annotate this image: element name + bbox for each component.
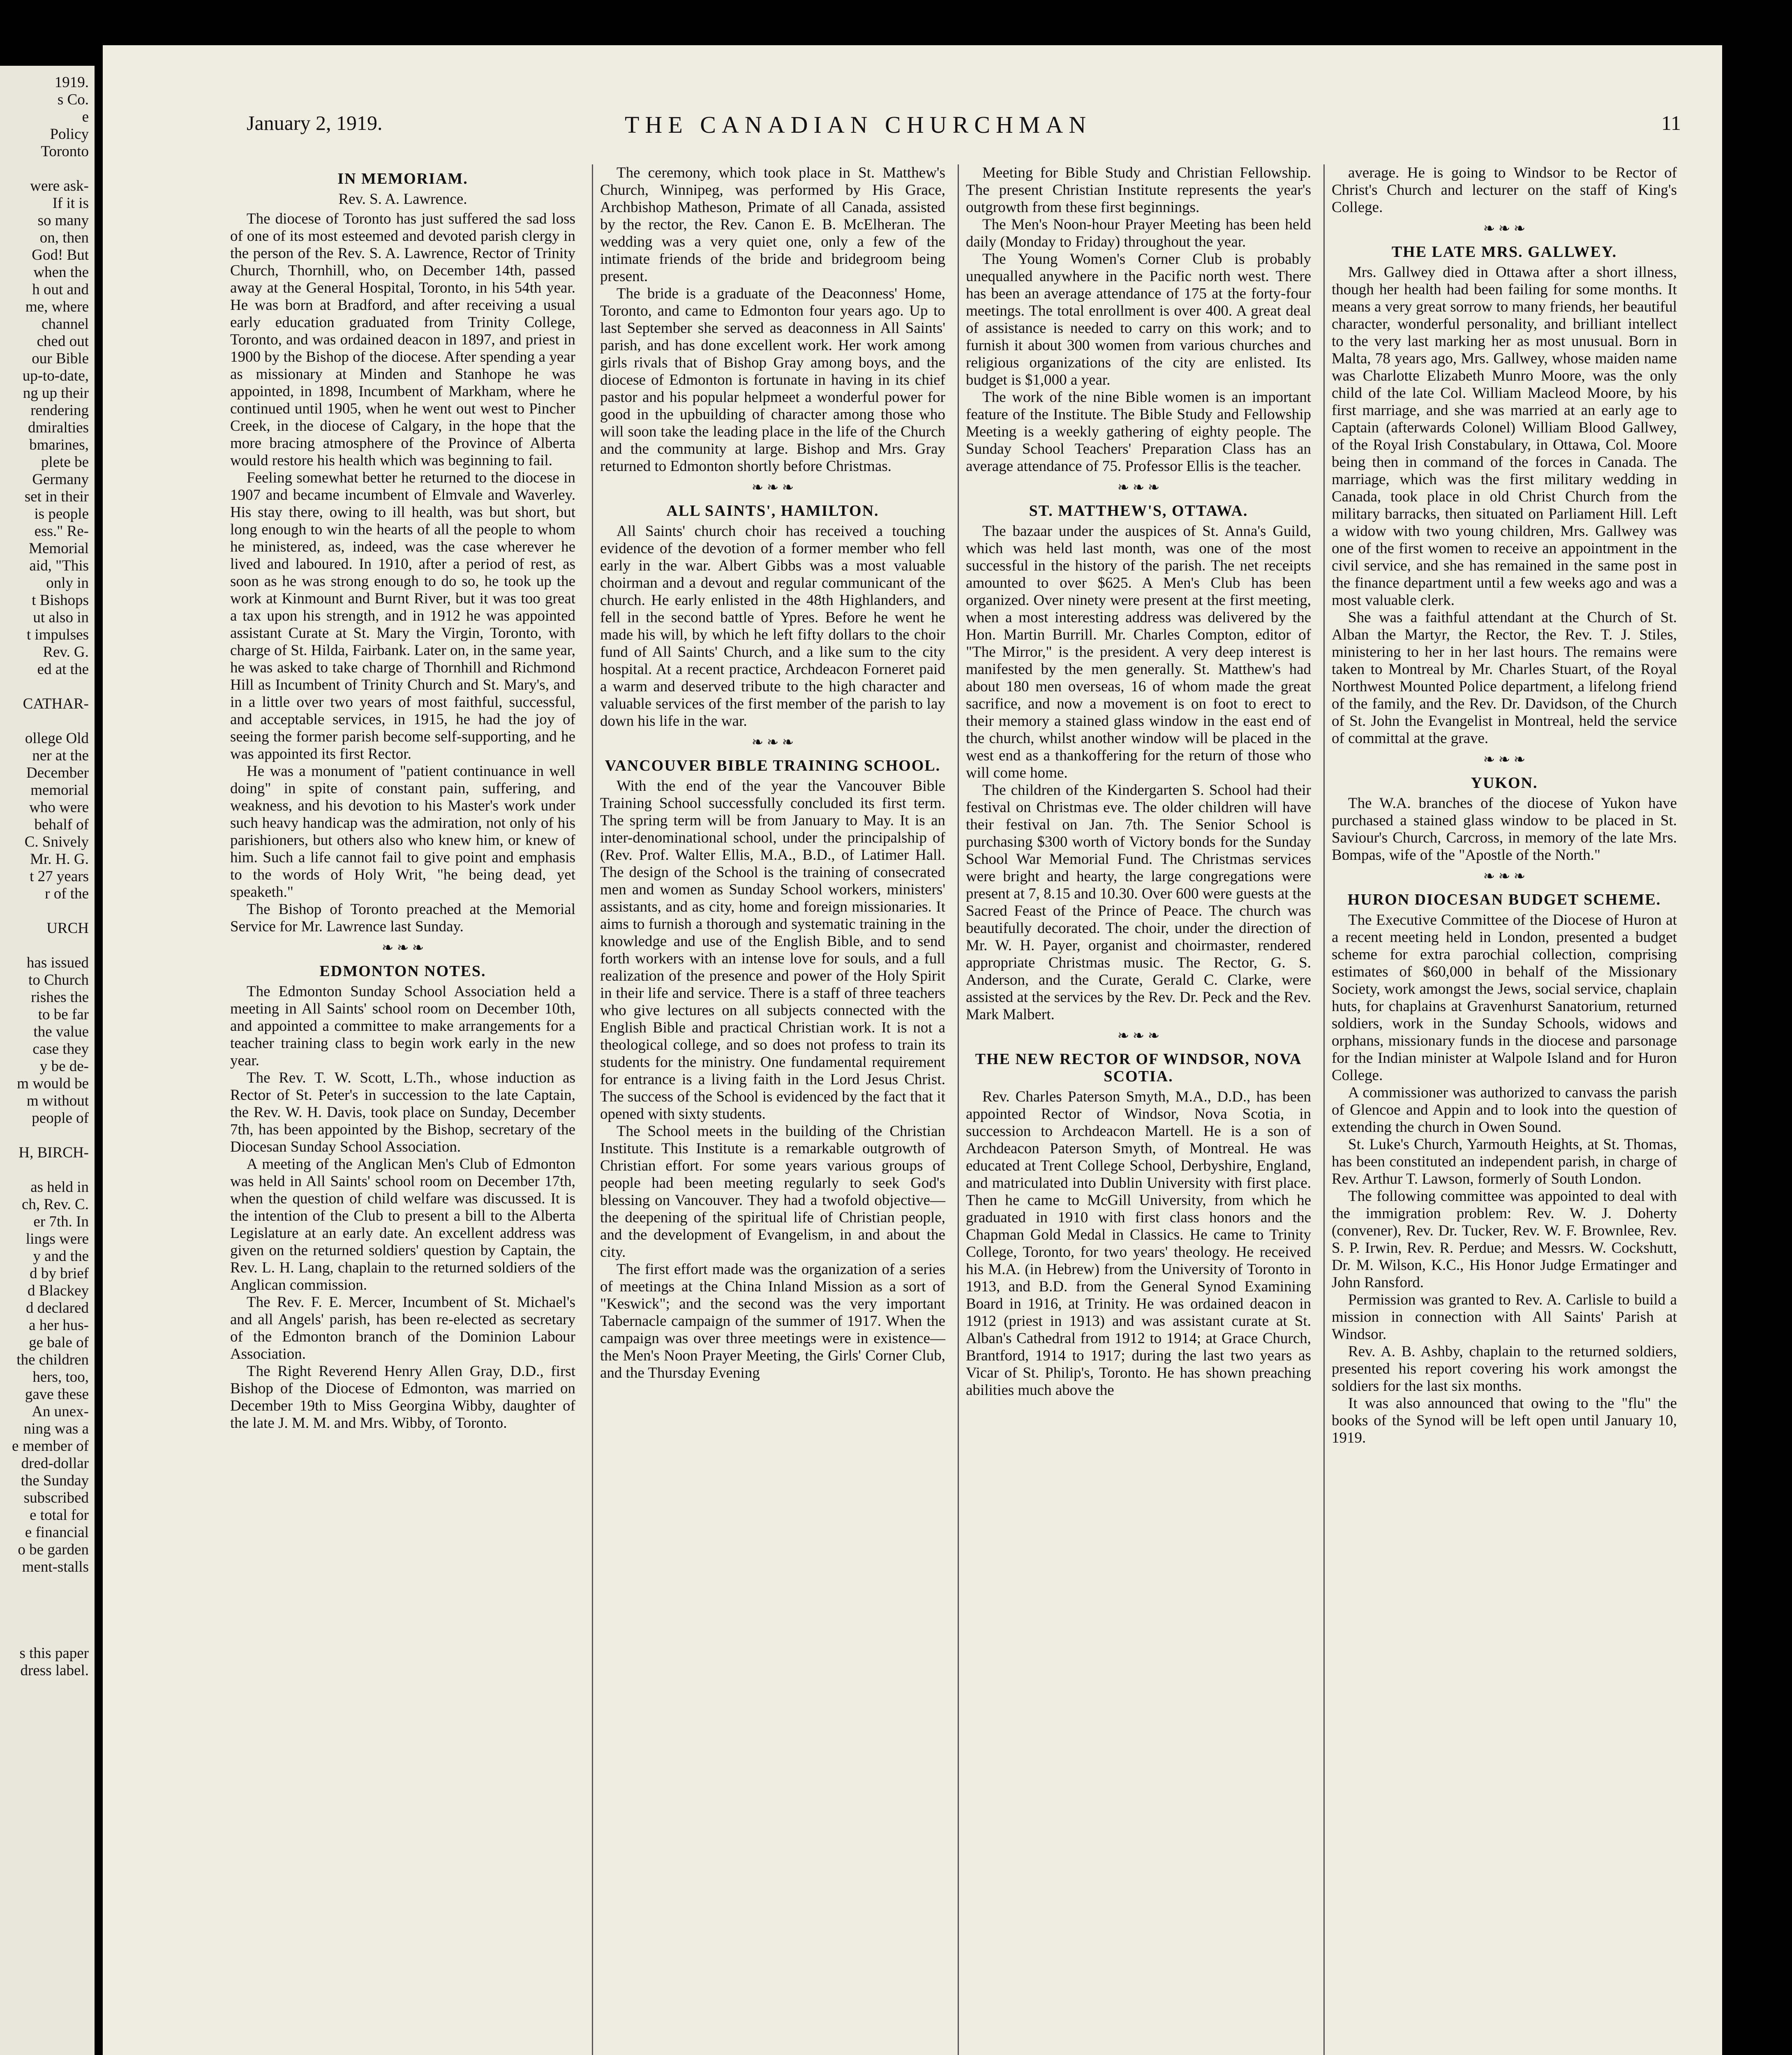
- left-fragment-line: [2, 713, 89, 730]
- paragraph: The work of the nine Bible women is an important feature of the Institute. The Bible Study and Fellowship Meeting is a weekly gathering of eighty people. The Sunday School Teachers' Preparation Class has an average attendance of 75. Professor Ellis is the teacher.: [966, 389, 1311, 475]
- left-fragment-line: is people: [34, 506, 89, 522]
- left-fragment-line: [2, 1576, 89, 1593]
- left-fragment-line: case they: [32, 1041, 89, 1058]
- section-ornament: ❧ ❧ ❧: [1117, 480, 1160, 495]
- left-fragment-line: ment-stalls: [22, 1559, 89, 1575]
- left-fragment-line: dress label.: [20, 1662, 89, 1679]
- left-fragment-line: Memorial: [29, 540, 89, 557]
- left-fragment-line: y be de-: [39, 1058, 89, 1075]
- paragraph: The ceremony, which took place in St. Matthew's Church, Winnipeg, was performed by His Grace, Archbishop Matheson, Primate of all Canada, assisted by the rector, the Rev. Canon E. B. McElheran. The wedding was a very quiet one, only a few of the intimate friends of the bride and bridegroom being present.: [600, 164, 945, 285]
- left-fragment-line: e total for: [30, 1507, 89, 1524]
- left-fragment-line: people of: [32, 1110, 89, 1127]
- header-page-number: 11: [1661, 111, 1681, 134]
- column-2: [600, 164, 945, 1382]
- header-date: January 2, 1919.: [247, 111, 383, 134]
- left-fragment-line: Policy: [50, 126, 89, 143]
- paragraph: The following committee was appointed to deal with the immigration problem: Rev. W. J. Doherty (convener), Rev. Dr. Tucker, Rev. W. F. Brownlee, Rev. S. P. Irwin, Rev. R. Perdue; and Messrs. W. Cockshutt, Dr. M. Wilson, K.C., His Honor Judge Ermatinger and John Ransford.: [1332, 1188, 1677, 1291]
- left-fragment-line: If it is: [52, 195, 89, 212]
- paragraph: She was a faithful attendant at the Church of St. Alban the Martyr, the Rector, the Rev. T. J. Stiles, ministering to her in her last hours. The remains were taken to Montreal by Mr. Charles Stuart, of the Royal Northwest Mounted Police department, a lifelong friend of the family, and the Rev. Dr. Davidson, of the Church of St. John the Evangelist in Montreal, held the service of committal at the grave.: [1332, 609, 1677, 747]
- left-fragment-line: rishes the: [31, 989, 89, 1006]
- left-fragment-line: dmiralties: [28, 419, 89, 436]
- left-fragment-line: when the: [33, 264, 89, 281]
- headline-st-matthews-ottawa: ST. MATTHEW'S, OTTAWA.: [1029, 502, 1248, 520]
- left-fragment-line: ng up their: [23, 385, 89, 402]
- left-fragment-line: plete be: [41, 454, 89, 471]
- left-fragment-line: as held in: [30, 1179, 89, 1196]
- left-fragment-line: Toronto: [41, 143, 89, 160]
- left-fragment-line: gave these: [25, 1386, 89, 1403]
- left-fragment-line: aid, "This: [29, 557, 89, 574]
- left-fragment-line: An unex-: [32, 1403, 89, 1420]
- section-ornament: ❧ ❧ ❧: [1117, 1028, 1160, 1044]
- paragraph: The Young Women's Corner Club is probably unequalled anywhere in the Pacific north west. There has been an average attendance of 175 at the forty-four meetings. The total enrollment is over 400. A great deal of assistance is needed to carry on this work; and to furnish it about 300 women from various churches and religious organizations of the city are enlisted. Its budget is $1,000 a year.: [966, 251, 1311, 388]
- left-fragment-line: channel: [41, 316, 89, 332]
- paragraph: It was also announced that owing to the "flu" the books of the Synod will be left open until January 10, 1919.: [1332, 1395, 1677, 1446]
- page-header: [103, 111, 1722, 156]
- left-fragment-line: [2, 903, 89, 920]
- section-ornament: ❧ ❧ ❧: [751, 735, 794, 750]
- left-fragment-line: the Sunday: [21, 1472, 89, 1489]
- left-fragment-line: set in their: [24, 488, 89, 505]
- left-fragment-line: a her hus-: [29, 1317, 89, 1334]
- left-fragment-line: URCH: [46, 920, 89, 937]
- left-fragment-line: [2, 1628, 89, 1645]
- paragraph: Rev. Charles Paterson Smyth, M.A., D.D., has been appointed Rector of Windsor, Nova Scotia, in succession to Archdeacon Martell. He is a son of Archdeacon Paterson Smyth, of Montreal. He was educated at Trent College School, Derbyshire, England, and matriculated into Dublin University with first place. Then he came to McGill University, from which he graduated in 1910 with first class honors and the Chapman Gold Medal in Classics. He came to Trinity College, Toronto, for two years' theology. He received his M.A. (in Hebrew) from the University of Toronto in 1913, and B.D. from the General Synod Examining Board in 1916, at Trinity. He was ordained deacon in 1912 (priest in 1913) and was assistant curate at St. Alban's Cathedral from 1912 to 1914; at Grace Church, Brantford, 1914 to 1917; during the last two years as Vicar of St. Philip's, Toronto. He has shown preaching abilities much above the: [966, 1088, 1311, 1399]
- left-fragment-line: to be far: [38, 1006, 89, 1023]
- left-fragment-line: Germany: [32, 471, 89, 488]
- column-rule: [592, 164, 593, 2055]
- left-fragment-line: bmarines,: [29, 436, 89, 453]
- paragraph: The W.A. branches of the diocese of Yukon have purchased a stained glass window to be placed in St. Saviour's Church, Carcross, in memory of the late Mrs. Bompas, wife of the "Apostle of the North.": [1332, 795, 1677, 864]
- left-fragment-line: e: [82, 109, 89, 125]
- left-fragment-line: y and the: [33, 1248, 89, 1265]
- left-fragment-line: dred-dollar: [21, 1455, 89, 1472]
- left-fragment-lines: [2, 74, 89, 1679]
- left-fragment-line: has issued: [26, 954, 89, 971]
- left-fragment-line: CATHAR-: [23, 695, 89, 712]
- paragraph: A meeting of the Anglican Men's Club of Edmonton was held in All Saints' school room on December 17th, when the question of child welfare was discussed. It is the intention of the Club to present a bill to the Alberta Legislature at an early date. An excellent address was given on the returned soldiers' question by Captain, the Rev. L. H. Lang, chaplain to the returned soldiers of the Anglican commission.: [230, 1156, 575, 1293]
- newspaper-page: [103, 45, 1722, 2055]
- left-fragment-line: e financial: [25, 1524, 89, 1541]
- header-title: THE CANADIAN CHURCHMAN: [625, 111, 1092, 138]
- paragraph: The bazaar under the auspices of St. Anna's Guild, which was held last month, was one of the most successful in the history of the parish. The net receipts amounted to over $625. A Men's Club has been organized. Over ninety were present at the first meeting, when a most interesting address was delivered by the Hon. Martin Burrill. Mr. Charles Compton, editor of "The Mirror," is the president. A very deep interest is manifested by the men generally. St. Matthew's had about 180 men overseas, 16 of whom made the great sacrifice, and now a movement is on foot to erect to their memory a stained glass window in the east end of the church, whilst another window will be placed in the west end as a thankoffering for the return of those who will come home.: [966, 523, 1311, 781]
- left-fragment-line: subscribed: [23, 1489, 89, 1506]
- column-rule: [1323, 164, 1325, 2055]
- headline-edmonton-notes: EDMONTON NOTES.: [319, 963, 486, 980]
- left-fragment-line: t Bishops: [32, 592, 89, 609]
- left-fragment-line: the children: [16, 1351, 89, 1368]
- left-fragment-line: were ask-: [30, 178, 89, 194]
- left-fragment-line: m without: [26, 1092, 89, 1109]
- left-fragment-line: behalf of: [34, 816, 89, 833]
- column-rule: [958, 164, 959, 2055]
- left-fragment-line: d declared: [25, 1300, 89, 1316]
- paragraph: The Rev. F. E. Mercer, Incumbent of St. Michael's and all Angels' parish, has been re-elected as secretary of the Edmonton branch of the Dominion Labour Association.: [230, 1294, 575, 1362]
- headline-yukon: YUKON.: [1471, 774, 1538, 792]
- left-fragment-line: ollege Old: [25, 730, 89, 747]
- left-fragment-line: ge bale of: [29, 1334, 89, 1351]
- left-fragment-line: lings were: [25, 1231, 89, 1247]
- section-ornament: ❧ ❧ ❧: [751, 480, 794, 495]
- paragraph: The diocese of Toronto has just suffered the sad loss of one of its most esteemed and devoted parish clergy in the person of the Rev. S. A. Lawrence, Rector of Trinity Church, Thornhill, who, on December 14th, passed away at the General Hospital, Toronto, in his 54th year. He was born at Bradford, and after receiving a usual early education graduated from Trinity College, Toronto, and was ordained deacon in 1897, and priest in 1900 by the Bishop of the diocese. After spending a year as missionary at Minden and Stanhope he was appointed, in 1898, Incumbent of Markham, where he continued until 1905, when he went out west to Pincher Creek, in the diocese of Calgary, in the hope that the more bracing atmosphere of the Province of Alberta would restore his health which was beginning to fail.: [230, 210, 575, 469]
- left-fragment-line: r of the: [45, 885, 89, 902]
- left-fragment-line: so many: [37, 212, 89, 229]
- headline-all-saints-hamilton: ALL SAINTS', HAMILTON.: [666, 502, 879, 520]
- paragraph: The Executive Committee of the Diocese of Huron at a recent meeting held in London, presented a budget scheme for extra parochial collection, comprising estimates of $60,000 in behalf of the Missionary Society, work amongst the Jews, social service, chaplain huts, for chaplains at Gravenhurst Sanatorium, returned soldiers, work in the Sunday Schools, widows and orphans, missionary funds in the diocese and parsonage for the Indian minister at Walpole Island and for Huron College.: [1332, 912, 1677, 1084]
- column-4: [1332, 164, 1677, 1447]
- left-fragment-line: hers, too,: [32, 1369, 89, 1385]
- left-fragment-line: C. Snively: [24, 834, 89, 850]
- paragraph: The Men's Noon-hour Prayer Meeting has been held daily (Monday to Friday) throughout the year.: [966, 216, 1311, 250]
- left-fragment-line: ed at the: [37, 661, 89, 678]
- paragraph: Mrs. Gallwey died in Ottawa after a short illness, though her health had been failing for some months. It means a very great sorrow to many friends, her beautiful character, wonderful personality, and brilliant intellect to the very last marking her as most unusual. Born in Malta, 78 years ago, Mrs. Gallwey, whose maiden name was Charlotte Elizabeth Munro Moore, was the only child of the late Col. William Macleod Moore, by his first marriage, and she was married at an early age to Captain (afterwards Colonel) William Blood Gallwey, of the Royal Irish Constabulary, in Ottawa, Col. Moore being then in command of the forces in Canada. The marriage, which was the first military wedding in Canada, took place in old Christ Church from the military barracks, then situated on Parliament Hill. Left a widow with two young children, Mrs. Gallwey was one of the first women to receive an appointment in the civil service, and she has remained in the same post in the finance department until a few weeks ago and was a most valuable clerk.: [1332, 264, 1677, 609]
- left-fragment-line: m would be: [17, 1075, 89, 1092]
- headline-in-memoriam: IN MEMORIAM.: [337, 170, 468, 187]
- left-fragment-line: o be garden: [18, 1541, 89, 1558]
- paragraph: St. Luke's Church, Yarmouth Heights, at St. Thomas, has been constituted an independent parish, in charge of Rev. Arthur T. Lawson, formerly of South London.: [1332, 1136, 1677, 1187]
- headline-new-rector-windsor: THE NEW RECTOR OF WINDSOR, NOVA SCOTIA.: [975, 1051, 1302, 1085]
- left-fragment-line: ch, Rev. C.: [21, 1196, 89, 1213]
- left-fragment-line: our Bible: [32, 350, 89, 367]
- headline-late-mrs-gallwey: THE LATE MRS. GALLWEY.: [1391, 243, 1617, 261]
- left-fragment-line: God! But: [32, 247, 89, 263]
- headline-vancouver-bible-school: VANCOUVER BIBLE TRAINING SCHOOL.: [605, 757, 941, 774]
- left-fragment-line: er 7th. In: [33, 1213, 89, 1230]
- left-fragment-line: rendering: [30, 402, 89, 419]
- paragraph: He was a monument of "patient continuance in well doing" in spite of constant pain, suffering, and weakness, and his devotion to his Master's work under such heavy handicap was the admiration, not only of his parishioners, but others also who knew him, or knew of him. Such a life cannot fail to give point and emphasis to the words of Holy Writ, "he being dead, yet speaketh.": [230, 763, 575, 901]
- paragraph: All Saints' church choir has received a touching evidence of the devotion of a former member who fell early in the war. Albert Gibbs was a most valuable choirman and a devout and regular communicant of the church. He early enlisted in the 48th Highlanders, and fell in the second battle of Ypres. Before he went he made his will, by which he left fifty dollars to the choir fund of All Saints' Church, and a like sum to the city hospital. At a recent practice, Archdeacon Forneret paid a warm and deserved tribute to the high character and valuable services of the first member of the parish to lay down his life in the war.: [600, 523, 945, 730]
- left-fragment-line: December: [26, 764, 89, 781]
- paragraph: The Edmonton Sunday School Association held a meeting in All Saints' school room on December 10th, and appointed a committee to make arrangements for a teacher training class to begin work early in the new year.: [230, 983, 575, 1069]
- section-ornament: ❧ ❧ ❧: [1483, 221, 1526, 236]
- paragraph: The first effort made was the organization of a series of meetings at the China Inland Mission as a sort of "Keswick"; and the second was the very important Tabernacle campaign of the summer of 1917. When the campaign was over three meetings were in existence—the Men's Noon Prayer Meeting, the Girls' Corner Club, and the Thursday Evening: [600, 1261, 945, 1381]
- paragraph: Meeting for Bible Study and Christian Fellowship. The present Christian Institute represents the year's outgrowth from these first beginnings.: [966, 164, 1311, 216]
- left-adjacent-page-fragment: [0, 66, 95, 2055]
- paragraph: Permission was granted to Rev. A. Carlisle to build a mission in connection with All Saints' Parish at Windsor.: [1332, 1291, 1677, 1343]
- paragraph: The Rev. T. W. Scott, L.Th., whose induction as Rector of St. Peter's in succession to the late Captain, the Rev. W. H. Davis, took place on Sunday, December 7th, has been appointed by the Bishop, secretary of the Diocesan Sunday School Association.: [230, 1069, 575, 1155]
- left-fragment-line: s Co.: [57, 91, 89, 108]
- section-ornament: ❧ ❧ ❧: [1483, 752, 1526, 767]
- left-fragment-line: on, then: [39, 229, 89, 246]
- left-fragment-line: e member of: [12, 1438, 89, 1455]
- column-1: [230, 164, 575, 1432]
- left-fragment-line: t 27 years: [30, 868, 89, 885]
- column-3: [966, 164, 1311, 1399]
- left-fragment-line: up-to-date,: [22, 367, 89, 384]
- section-ornament: ❧ ❧ ❧: [1483, 869, 1526, 884]
- left-fragment-line: to Church: [28, 972, 89, 988]
- paragraph: Feeling somewhat better he returned to the diocese in 1907 and became incumbent of Elmvale and Waverley. His stay there, owing to ill health, was but short, but long enough to win the hearts of all the people to whom he ministered, as, indeed, was the case wherever he lived and laboured. In 1910, after a period of rest, as soon as he was strong enough to do so, he took up the work at Kinmount and Burnt River, but it was too great a tax upon his strength, and in 1912 he was appointed assistant Curate at St. Mary the Virgin, Toronto, with charge of St. Hilda, Fairbank. Later on, in the same year, he was asked to take charge of Thornhill and Richmond Hill as Incumbent of Trinity Church and St. Mary's, and in a little over two years of most faithful, successful, and acceptable services, in 1915, he had the joy of seeing the former parish become self-supporting, and he was appointed its first Rector.: [230, 469, 575, 762]
- left-fragment-line: [2, 1610, 89, 1628]
- left-fragment-line: [2, 678, 89, 695]
- left-fragment-line: who were: [29, 799, 89, 816]
- left-fragment-line: [2, 937, 89, 954]
- left-fragment-line: me, where: [25, 298, 89, 315]
- paragraph: The children of the Kindergarten S. School had their festival on Christmas eve. The older children will have their festival on Jan. 7th. The Senior School is purchasing $300 worth of Victory bonds for the Sunday School War Memorial Fund. The Christmas services were bright and hearty, the large congregations were present at 7, 8.15 and 10.30. Over 600 were guests at the Sacred Feast of the Prince of Peace. The church was beautifully decorated. The choir, under the direction of Mr. W. H. Payer, organist and choirmaster, rendered appropriate Christmas music. The Rector, G. S. Anderson, and the Curate, Gerald C. Clarke, were assisted at the services by the Rev. Dr. Peck and the Rev. Mark Malbert.: [966, 782, 1311, 1023]
- left-fragment-line: memorial: [30, 782, 89, 799]
- left-fragment-line: d by brief: [30, 1265, 89, 1282]
- left-fragment-line: ner at the: [32, 747, 89, 764]
- paragraph: The bride is a graduate of the Deaconness' Home, Toronto, and came to Edmonton four years ago. Up to last September she served as deaconness in All Saints' parish, and has done excellent work. Her work among girls rivals that of Bishop Gray among boys, and the diocese of Edmonton is fortunate in having in its chief pastor and his popular helpmeet a wonderful power for good in the upbuilding of character among those who will soon take the leading place in the life of the Church and the community at large. Bishop and Mrs. Gray returned to Edmonton shortly before Christmas.: [600, 285, 945, 475]
- paragraph: A commissioner was authorized to canvass the parish of Glencoe and Appin and to look into the question of extending the church in Owen Sound.: [1332, 1084, 1677, 1136]
- left-fragment-line: the value: [33, 1023, 89, 1040]
- left-fragment-line: Rev. G.: [43, 644, 89, 660]
- paragraph: The Bishop of Toronto preached at the Memorial Service for Mr. Lawrence last Sunday.: [230, 901, 575, 935]
- left-fragment-line: [2, 1593, 89, 1610]
- section-ornament: ❧ ❧ ❧: [381, 940, 424, 956]
- left-fragment-line: [2, 1127, 89, 1144]
- left-fragment-line: [2, 1161, 89, 1179]
- left-fragment-line: h out and: [32, 281, 89, 298]
- left-fragment-line: H, BIRCH-: [18, 1144, 89, 1161]
- paragraph: With the end of the year the Vancouver Bible Training School successfully concluded its first term. The spring term will be from January to May. It is an inter-denominational school, under the principalship of (Rev. Prof. Walter Ellis, M.A., B.D., of Latimer Hall. The design of the School is the training of consecrated men and women as Sunday School workers, ministers' assistants, and as city, home and foreign missionaries. It aims to furnish a thorough and systematic training in the knowledge and use of the English Bible, and to send forth workers with an intense love for souls, and a full realization of the presence and power of the Holy Spirit in their life and service. There is a staff of three teachers who give lectures on all subjects connected with the English Bible and practical Christian work. It is not a theological college, and so does not profess to train its students for the ministry. One fundamental requirement for entrance is a living faith in the Lord Jesus Christ. The success of the School is evidenced by the fact that it opened with sixty students.: [600, 778, 945, 1122]
- paragraph: The Right Reverend Henry Allen Gray, D.D., first Bishop of the Diocese of Edmonton, was married on December 19th to Miss Georgina Wibby, daughter of the late J. M. M. and Mrs. Wibby, of Toronto.: [230, 1363, 575, 1432]
- left-fragment-line: Mr. H. G.: [30, 851, 89, 868]
- paragraph: Rev. A. B. Ashby, chaplain to the returned soldiers, presented his report covering his work amongst the soldiers for the last six months.: [1332, 1343, 1677, 1395]
- left-fragment-line: ut also in: [33, 609, 89, 626]
- headline-huron-budget: HURON DIOCESAN BUDGET SCHEME.: [1347, 891, 1661, 908]
- left-fragment-line: ess." Re-: [34, 523, 89, 540]
- left-fragment-line: [2, 160, 89, 178]
- left-fragment-line: d Blackey: [28, 1282, 89, 1299]
- left-fragment-line: t impulses: [26, 626, 89, 643]
- left-fragment-line: ched out: [37, 333, 89, 350]
- paragraph: average. He is going to Windsor to be Rector of Christ's Church and lecturer on the staff of King's College.: [1332, 164, 1677, 216]
- paragraph: The School meets in the building of the Christian Institute. This Institute is a remarkable outgrowth of Christian effort. For some years various groups of people had been meeting regularly to seek God's blessing on Vancouver. They had a twofold objective—the deepening of the spiritual life of Christian people, and the development of Evangelism, in and about the city.: [600, 1123, 945, 1261]
- subheadline-lawrence: Rev. S. A. Lawrence.: [338, 191, 467, 208]
- left-fragment-line: only in: [46, 575, 89, 591]
- left-fragment-line: 1919.: [54, 74, 89, 91]
- left-fragment-line: s this paper: [19, 1645, 89, 1662]
- left-fragment-line: ning was a: [23, 1420, 89, 1437]
